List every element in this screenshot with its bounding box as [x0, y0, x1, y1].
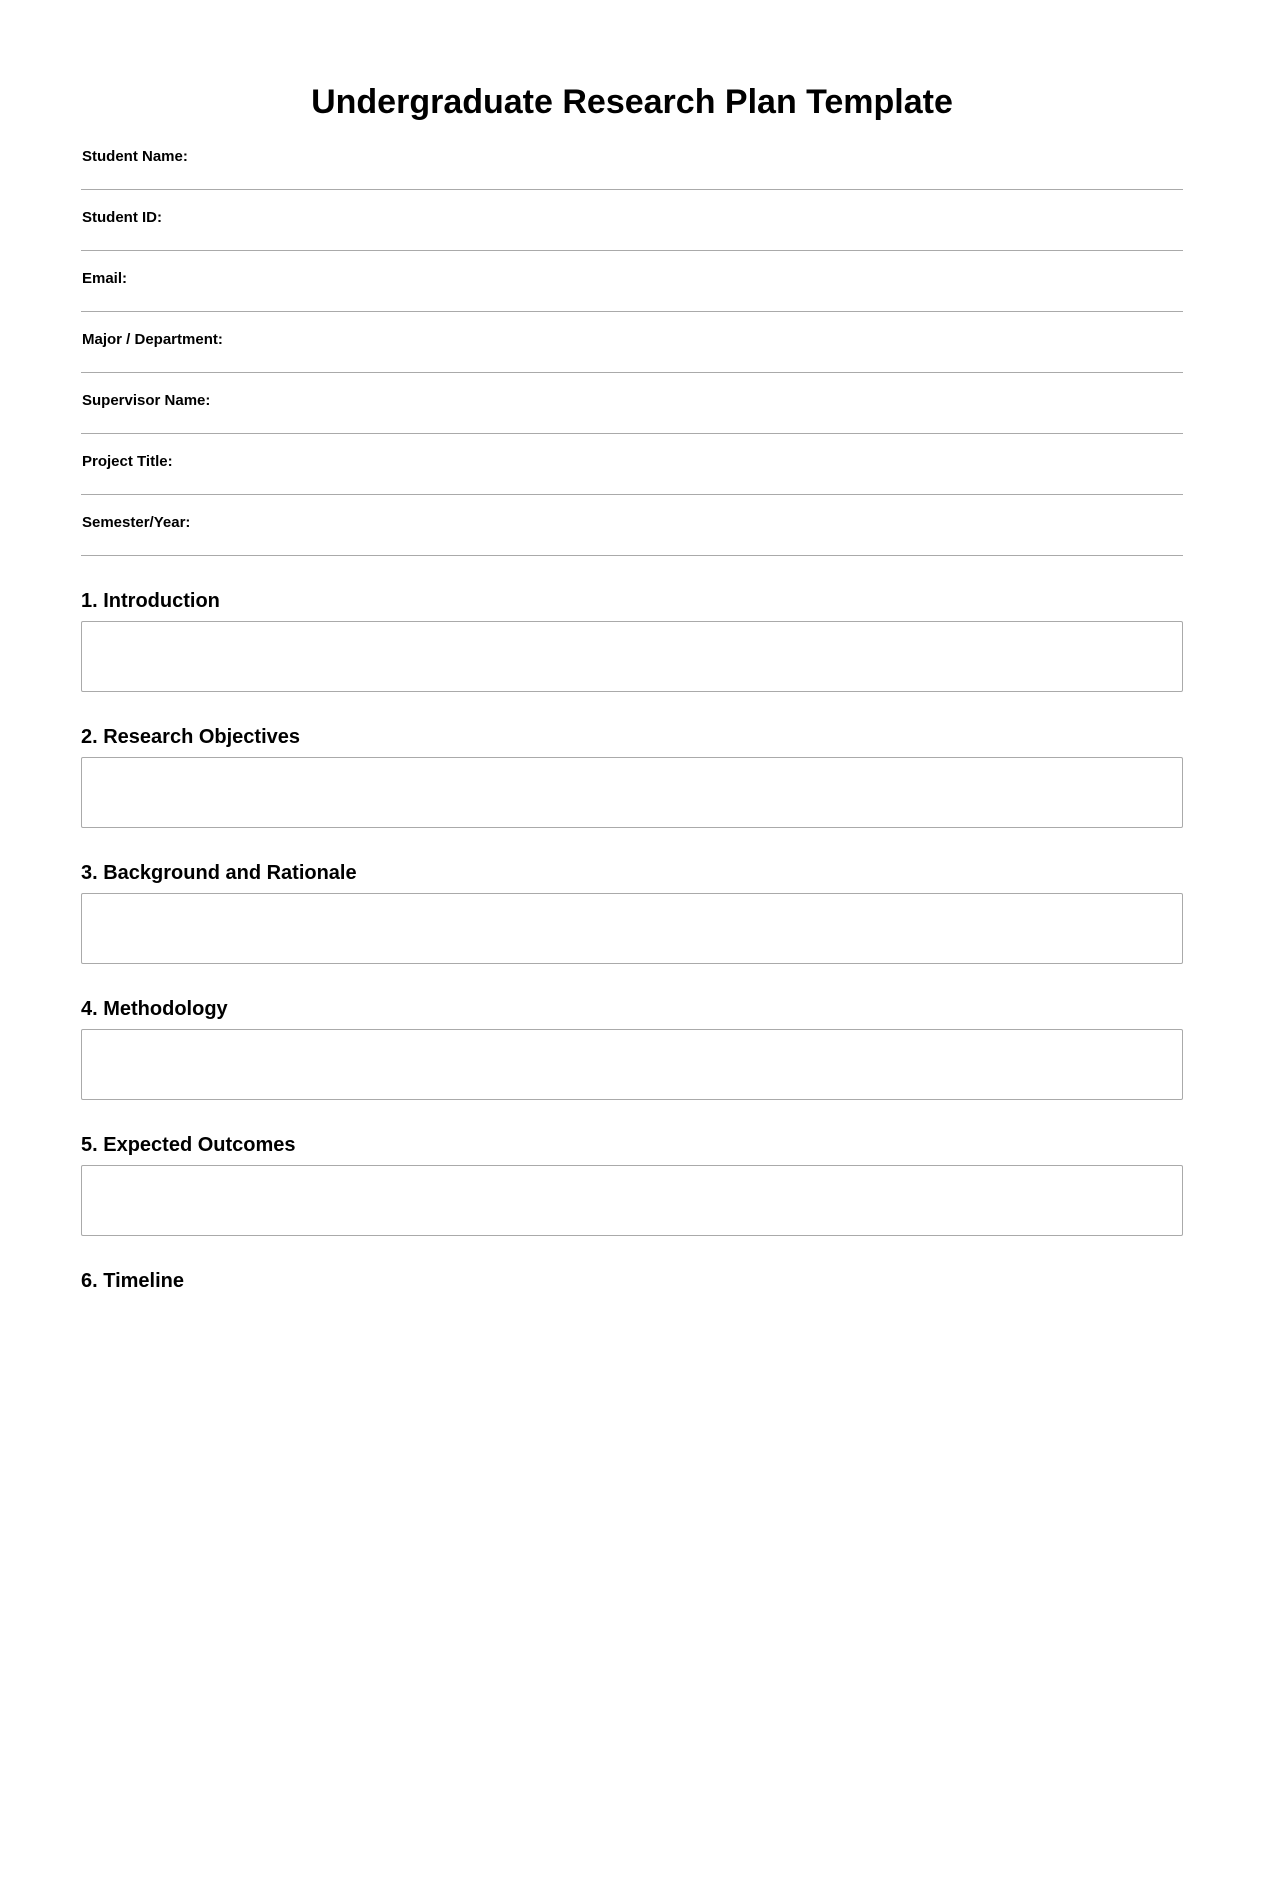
- project-title-input[interactable]: [241, 448, 1183, 478]
- expected-outcomes-textarea[interactable]: [81, 1165, 1183, 1236]
- introduction-textarea[interactable]: [81, 621, 1183, 692]
- field-label: Student Name:: [82, 148, 188, 165]
- field-supervisor-name: [81, 373, 1183, 434]
- field-major-department: [81, 312, 1183, 373]
- field-student-name: [81, 129, 1183, 190]
- field-label: Semester/Year:: [82, 514, 191, 531]
- field-label: Project Title:: [82, 453, 173, 470]
- page-title: Undergraduate Research Plan Template: [311, 83, 953, 121]
- section-heading: 3. Background and Rationale: [81, 862, 357, 884]
- section-heading: 4. Methodology: [81, 998, 228, 1020]
- student-name-input[interactable]: [241, 143, 1183, 173]
- section-heading: 1. Introduction: [81, 590, 220, 612]
- field-student-id: [81, 190, 1183, 251]
- methodology-textarea[interactable]: [81, 1029, 1183, 1100]
- field-label: Supervisor Name:: [82, 392, 211, 409]
- section-heading: 5. Expected Outcomes: [81, 1134, 296, 1156]
- field-email: [81, 251, 1183, 312]
- supervisor-name-input[interactable]: [241, 387, 1183, 417]
- field-label: Major / Department:: [82, 331, 223, 348]
- field-label: Student ID:: [82, 209, 162, 226]
- field-project-title: [81, 434, 1183, 495]
- background-rationale-textarea[interactable]: [81, 893, 1183, 964]
- field-label: Email:: [82, 270, 128, 287]
- email-input[interactable]: [241, 265, 1183, 295]
- student-info-fields: [81, 129, 1183, 556]
- major-department-input[interactable]: [241, 326, 1183, 356]
- section-heading: 2. Research Objectives: [81, 726, 301, 748]
- student-id-input[interactable]: [241, 204, 1183, 234]
- semester-year-input[interactable]: [241, 509, 1183, 539]
- field-semester-year: [81, 495, 1183, 556]
- research-objectives-textarea[interactable]: [81, 757, 1183, 828]
- section-heading: 6. Timeline: [81, 1270, 185, 1292]
